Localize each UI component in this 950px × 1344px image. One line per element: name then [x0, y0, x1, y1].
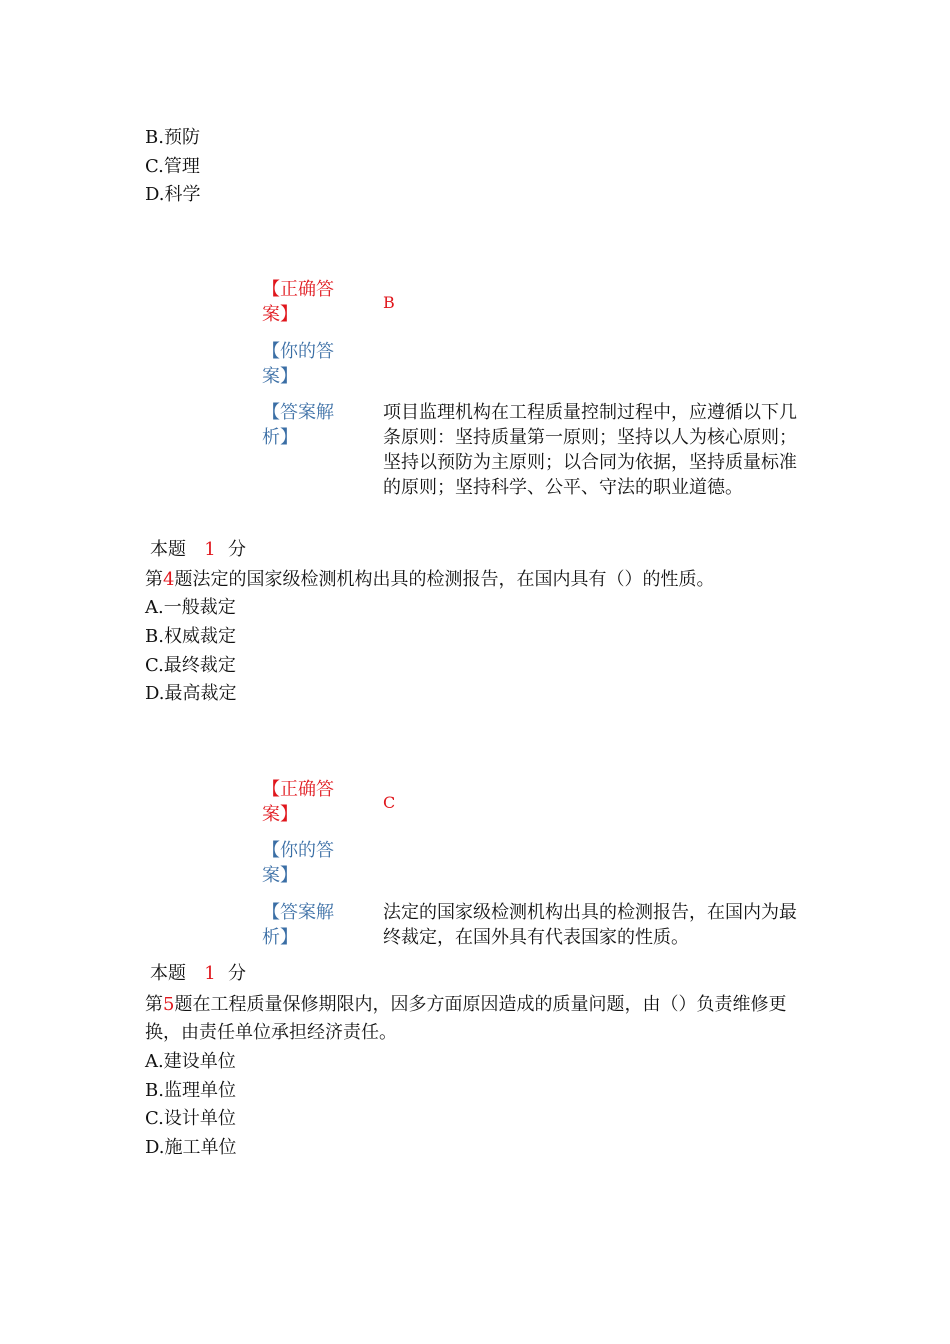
q3-option-d: D.科学 [145, 184, 201, 205]
q4-explanation-label: 【答案解析】 [262, 902, 334, 948]
q3-explanation-text: 项目监理机构在工程质量控制过程中，应遵循以下几条原则：坚持质量第一原则；坚持以人为核心原则；坚持以预防为主原则；以合同为依据，坚持质量标准的原则；坚持科学、公平、守法的职业道德。 [383, 402, 797, 498]
q5-option-b: B.监理单位 [145, 1080, 236, 1101]
q5-score [150, 960, 246, 988]
q4-option-d: D.最高裁定 [145, 683, 237, 704]
q5-score-suffix: 分 [228, 963, 246, 984]
q5-number-prefix: 第 [145, 994, 163, 1015]
q5-option-c: C.设计单位 [145, 1108, 236, 1129]
q4-correct-answer-label: 【正确答案】 [262, 779, 334, 825]
q3-your-answer-label: 【你的答案】 [262, 341, 334, 387]
q3-explanation-label: 【答案解析】 [262, 402, 334, 448]
q3-option-b: B.预防 [145, 127, 200, 148]
q5-option-a: A.建设单位 [145, 1051, 236, 1072]
q4-your-answer-label: 【你的答案】 [262, 840, 334, 886]
q3-option-c: C.管理 [145, 156, 200, 177]
q4-correct-answer-value: C [383, 793, 396, 812]
q5-score-prefix: 本题 [150, 963, 186, 984]
q5-question-text: 题在工程质量保修期限内，因多方面原因造成的质量问题，由（）负责维修更换，由责任单位承担经济责任。 [145, 994, 787, 1043]
q3-correct-answer-value: B [383, 293, 395, 312]
q5-question [145, 991, 805, 1047]
q4-option-b: B.权威裁定 [145, 626, 236, 647]
q5-option-d: D.施工单位 [145, 1137, 237, 1158]
q4-score-prefix: 本题 [150, 539, 186, 560]
q4-question-text: 题法定的国家级检测机构出具的检测报告，在国内具有（）的性质。 [174, 569, 715, 590]
q4-question [145, 566, 714, 594]
q4-score-value: 1 [204, 539, 216, 560]
q5-score-value: 1 [204, 963, 216, 984]
q4-score [150, 536, 246, 564]
q4-option-c: C.最终裁定 [145, 655, 236, 676]
q4-score-suffix: 分 [228, 539, 246, 560]
q4-number-prefix: 第 [145, 569, 163, 590]
q5-number: 5 [163, 994, 175, 1015]
q3-correct-answer-label: 【正确答案】 [262, 279, 334, 325]
q4-number: 4 [163, 569, 175, 590]
q4-option-a: A.一般裁定 [145, 597, 236, 618]
q4-explanation-text: 法定的国家级检测机构出具的检测报告，在国内为最终裁定，在国外具有代表国家的性质。 [383, 902, 797, 948]
